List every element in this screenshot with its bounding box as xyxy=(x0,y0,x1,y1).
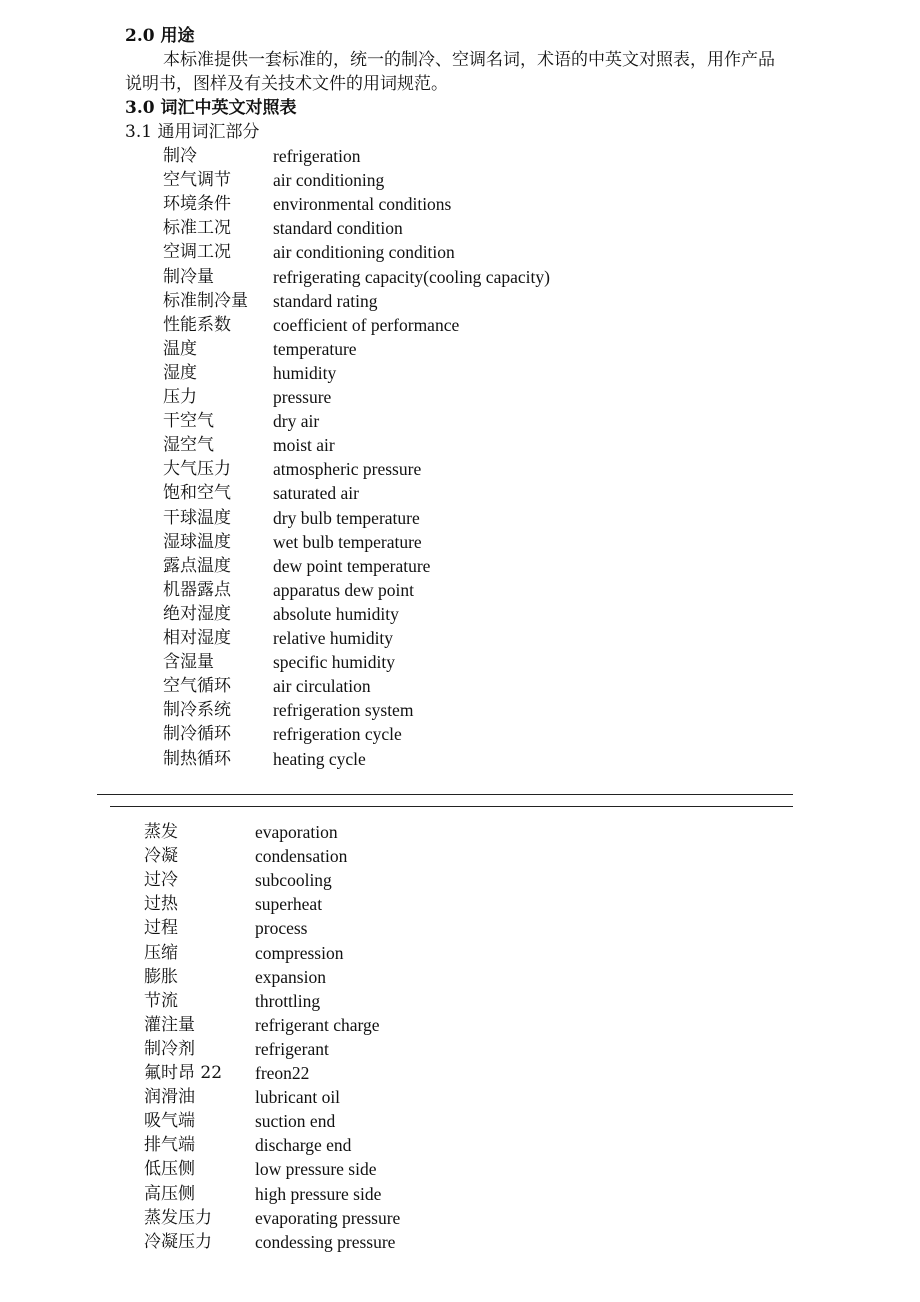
glossary-row xyxy=(144,894,844,914)
chinese-term: 低压侧 xyxy=(144,1159,195,1180)
chinese-term: 吸气端 xyxy=(144,1111,195,1132)
chinese-term: 露点温度 xyxy=(163,555,231,576)
chinese-term: 冷凝压力 xyxy=(144,1231,212,1252)
glossary-row xyxy=(163,483,863,503)
glossary-row xyxy=(163,435,863,455)
english-term: saturated air xyxy=(273,483,359,504)
chinese-term: 空气循环 xyxy=(163,676,231,697)
english-term: lubricant oil xyxy=(255,1087,341,1108)
english-term: low pressure side xyxy=(255,1159,377,1180)
english-term: discharge end xyxy=(255,1135,352,1156)
chinese-term: 饱和空气 xyxy=(163,483,231,504)
glossary-row xyxy=(163,532,863,552)
chinese-term: 高压侧 xyxy=(144,1183,195,1204)
page-divider-bottom xyxy=(110,806,793,807)
chinese-term: 标准工况 xyxy=(163,218,231,239)
english-term: condessing pressure xyxy=(255,1231,396,1252)
chinese-term: 含湿量 xyxy=(163,652,214,673)
english-term: temperature xyxy=(273,338,357,359)
glossary-row xyxy=(144,870,844,890)
glossary-row xyxy=(163,604,863,624)
glossary-row xyxy=(163,749,863,769)
english-term: standard condition xyxy=(273,218,403,239)
chinese-term: 大气压力 xyxy=(163,459,231,480)
english-term: relative humidity xyxy=(273,628,394,648)
chinese-term: 压力 xyxy=(163,387,197,407)
english-term: standard rating xyxy=(273,290,378,311)
chinese-term: 制冷剂 xyxy=(144,1038,195,1059)
english-term: air circulation xyxy=(273,676,371,697)
glossary-row xyxy=(144,918,844,938)
chinese-term: 制冷 xyxy=(163,146,197,166)
chinese-term: 制热循环 xyxy=(163,748,231,769)
english-term: coefficient of performance xyxy=(273,314,460,335)
english-term: refrigeration cycle xyxy=(273,724,402,745)
chinese-term: 过冷 xyxy=(144,870,178,891)
glossary-row xyxy=(163,508,863,528)
section-2-paragraph-line-2: 说明书，图样及有关技术文件的用词规范。 xyxy=(125,74,448,94)
english-term: air conditioning condition xyxy=(273,242,455,263)
glossary-row xyxy=(163,676,863,696)
english-term: superheat xyxy=(255,894,323,915)
chinese-term: 绝对湿度 xyxy=(163,603,231,624)
chinese-term: 排气端 xyxy=(144,1135,195,1156)
glossary-row xyxy=(163,170,863,190)
glossary-row xyxy=(144,1063,844,1083)
english-term: humidity xyxy=(273,362,337,383)
chinese-term: 过热 xyxy=(144,894,178,915)
glossary-row xyxy=(163,556,863,576)
english-term: apparatus dew point xyxy=(273,579,414,600)
english-term: dry bulb temperature xyxy=(273,507,420,528)
chinese-term: 湿空气 xyxy=(163,435,214,456)
glossary-row xyxy=(144,1159,844,1179)
section-2-paragraph-line-1: 本标准提供一套标准的，统一的制冷、空调名词，术语的中英文对照表，用作产品 xyxy=(163,50,775,70)
english-term: suction end xyxy=(255,1111,336,1132)
english-term: dew point temperature xyxy=(273,555,431,576)
glossary-row xyxy=(144,1135,844,1155)
glossary-row xyxy=(163,580,863,600)
page-divider-top xyxy=(97,794,793,795)
glossary-row xyxy=(163,411,863,431)
chinese-term: 干空气 xyxy=(163,411,214,432)
english-term: refrigeration xyxy=(273,146,361,166)
chinese-term: 节流 xyxy=(144,990,178,1011)
glossary-row xyxy=(144,1184,844,1204)
glossary-row xyxy=(144,991,844,1011)
section-3-1-subheading: 3.1 通用词汇部分 xyxy=(125,122,260,142)
english-term: dry air xyxy=(273,411,320,432)
glossary-row xyxy=(144,1232,844,1252)
english-term: high pressure side xyxy=(255,1183,382,1204)
glossary-row xyxy=(144,822,844,842)
english-term: heating cycle xyxy=(273,748,366,769)
chinese-term: 蒸发压力 xyxy=(144,1207,212,1228)
chinese-term: 空调工况 xyxy=(163,242,231,263)
section-3-heading: 3.0 词汇中英文对照表 xyxy=(125,98,297,118)
english-term: condensation xyxy=(255,846,348,867)
glossary-row xyxy=(163,339,863,359)
glossary-row xyxy=(163,628,863,648)
chinese-term: 干球温度 xyxy=(163,507,231,528)
glossary-row xyxy=(163,146,863,166)
chinese-term: 润滑油 xyxy=(144,1087,195,1108)
glossary-row xyxy=(163,267,863,287)
chinese-term: 性能系数 xyxy=(163,314,231,335)
english-term: moist air xyxy=(273,435,335,456)
english-term: refrigerating capacity(cooling capacity) xyxy=(273,266,550,287)
english-term: throttling xyxy=(255,990,321,1011)
english-term: pressure xyxy=(273,387,332,407)
english-term: refrigerant charge xyxy=(255,1014,380,1035)
chinese-term: 氟时昂 22 xyxy=(144,1063,223,1083)
glossary-row xyxy=(163,459,863,479)
chinese-term: 湿度 xyxy=(163,362,197,383)
english-term: refrigeration system xyxy=(273,700,414,721)
glossary-row xyxy=(144,1039,844,1059)
chinese-term: 制冷系统 xyxy=(163,700,231,721)
english-term: freon22 xyxy=(255,1063,310,1083)
english-term: environmental conditions xyxy=(273,194,452,215)
chinese-term: 制冷量 xyxy=(163,266,214,287)
glossary-row xyxy=(163,291,863,311)
glossary-row xyxy=(163,652,863,672)
chinese-term: 过程 xyxy=(144,918,178,939)
chinese-term: 空气调节 xyxy=(163,170,231,191)
chinese-term: 灌注量 xyxy=(144,1014,195,1035)
chinese-term: 膨胀 xyxy=(144,966,178,987)
english-term: evaporation xyxy=(255,822,338,842)
section-2-heading: 2.0 用途 xyxy=(125,26,195,46)
glossary-row xyxy=(163,387,863,407)
english-term: specific humidity xyxy=(273,652,395,673)
glossary-row xyxy=(163,315,863,335)
chinese-term: 环境条件 xyxy=(163,194,231,215)
english-term: wet bulb temperature xyxy=(273,531,422,552)
glossary-row xyxy=(163,700,863,720)
glossary-row xyxy=(163,218,863,238)
english-term: subcooling xyxy=(255,870,332,891)
chinese-term: 温度 xyxy=(163,338,197,359)
english-term: compression xyxy=(255,942,344,963)
english-term: air conditioning xyxy=(273,170,385,191)
chinese-term: 标准制冷量 xyxy=(163,290,248,311)
chinese-term: 机器露点 xyxy=(163,579,231,600)
chinese-term: 制冷循环 xyxy=(163,724,231,745)
glossary-row xyxy=(163,242,863,262)
glossary-row xyxy=(144,1208,844,1228)
chinese-term: 压缩 xyxy=(144,942,178,963)
glossary-row xyxy=(144,943,844,963)
english-term: process xyxy=(255,918,308,939)
glossary-row xyxy=(144,1087,844,1107)
glossary-row xyxy=(144,1015,844,1035)
english-term: refrigerant xyxy=(255,1038,329,1059)
chinese-term: 相对湿度 xyxy=(163,628,231,648)
glossary-row xyxy=(163,724,863,744)
glossary-row xyxy=(163,194,863,214)
glossary-row xyxy=(144,967,844,987)
english-term: absolute humidity xyxy=(273,603,399,624)
glossary-row xyxy=(163,363,863,383)
english-term: atmospheric pressure xyxy=(273,459,422,480)
chinese-term: 蒸发 xyxy=(144,822,178,842)
english-term: expansion xyxy=(255,966,326,987)
glossary-row xyxy=(144,1111,844,1131)
chinese-term: 冷凝 xyxy=(144,846,178,867)
english-term: evaporating pressure xyxy=(255,1207,401,1228)
glossary-row xyxy=(144,846,844,866)
chinese-term: 湿球温度 xyxy=(163,531,231,552)
